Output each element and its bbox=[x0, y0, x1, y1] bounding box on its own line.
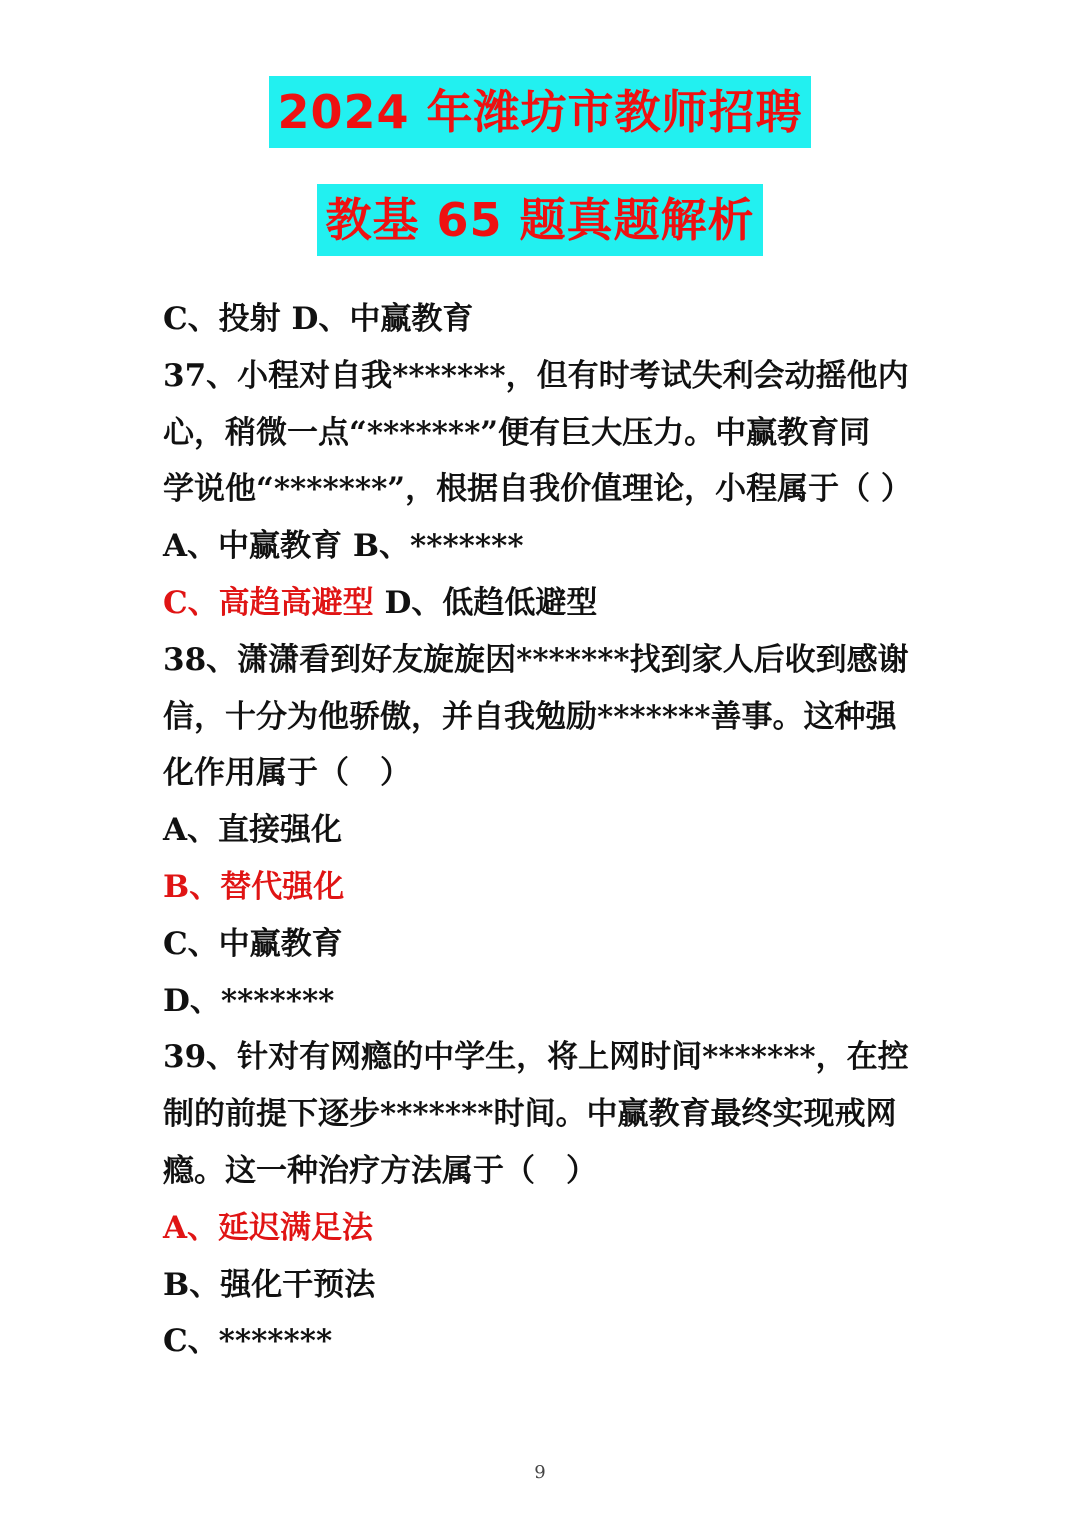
text-segment: 学说他“*******”，根据自我价值理论，小程属于（ ） bbox=[163, 471, 912, 508]
text-line bbox=[163, 518, 923, 575]
text-line bbox=[163, 1200, 923, 1257]
text-line bbox=[163, 916, 923, 973]
text-line bbox=[163, 348, 923, 405]
text-segment: 瘾。这一种治疗方法属于（ ） bbox=[163, 1152, 597, 1189]
title-line-2-wrapper bbox=[0, 184, 1080, 256]
text-segment: 制的前提下逐步*******时间。中赢教育最终实现戒网 bbox=[163, 1096, 897, 1133]
text-segment: A、中赢教育 B、******* bbox=[163, 528, 524, 565]
title-line-1-wrapper bbox=[0, 76, 1080, 148]
text-segment: D、******* bbox=[163, 982, 335, 1019]
text-segment: 信，十分为他骄傲，并自我勉励*******善事。这种强 bbox=[163, 698, 897, 735]
text-segment: C、投射 D、中赢教育 bbox=[163, 301, 474, 337]
text-line bbox=[163, 291, 923, 348]
text-line bbox=[163, 1313, 923, 1370]
question-content bbox=[163, 291, 923, 1370]
text-line bbox=[163, 1086, 923, 1143]
text-line bbox=[163, 745, 923, 802]
text-segment: 39、针对有网瘾的中学生，将上网时间*******，在控 bbox=[163, 1039, 909, 1076]
text-line bbox=[163, 461, 923, 518]
document-title: 2024 年潍坊市教师招聘 bbox=[269, 76, 810, 148]
text-segment: 37、小程对自我*******，但有时考试失利会动摇他内 bbox=[163, 357, 909, 394]
document-subtitle: 教基 65 题真题解析 bbox=[317, 184, 762, 256]
text-line bbox=[163, 973, 923, 1030]
text-line bbox=[163, 575, 923, 632]
text-line bbox=[163, 1257, 923, 1314]
answer-highlight: A、延迟满足法 bbox=[163, 1209, 374, 1246]
text-segment: C、******* bbox=[163, 1323, 333, 1360]
text-segment: B、强化干预法 bbox=[163, 1266, 376, 1303]
text-segment: 38、潇潇看到好友旋旋因*******找到家人后收到感谢 bbox=[163, 641, 909, 678]
answer-highlight: C、高趋高避型 bbox=[163, 584, 374, 621]
text-line bbox=[163, 405, 923, 462]
text-segment: 化作用属于（ ） bbox=[163, 755, 411, 792]
text-line bbox=[163, 1029, 923, 1086]
text-segment: D、低趋低避型 bbox=[373, 584, 598, 621]
text-segment: A、直接强化 bbox=[163, 812, 343, 849]
text-line bbox=[163, 689, 923, 746]
text-line bbox=[163, 1143, 923, 1200]
text-segment: C、中赢教育 bbox=[163, 925, 343, 962]
text-line bbox=[163, 802, 923, 859]
text-segment: 心，稍微一点“*******”便有巨大压力。中赢教育同 bbox=[163, 414, 871, 451]
text-line bbox=[163, 859, 923, 916]
text-line bbox=[163, 632, 923, 689]
answer-highlight: B、替代强化 bbox=[163, 868, 345, 905]
page-number: 9 bbox=[534, 1462, 546, 1483]
